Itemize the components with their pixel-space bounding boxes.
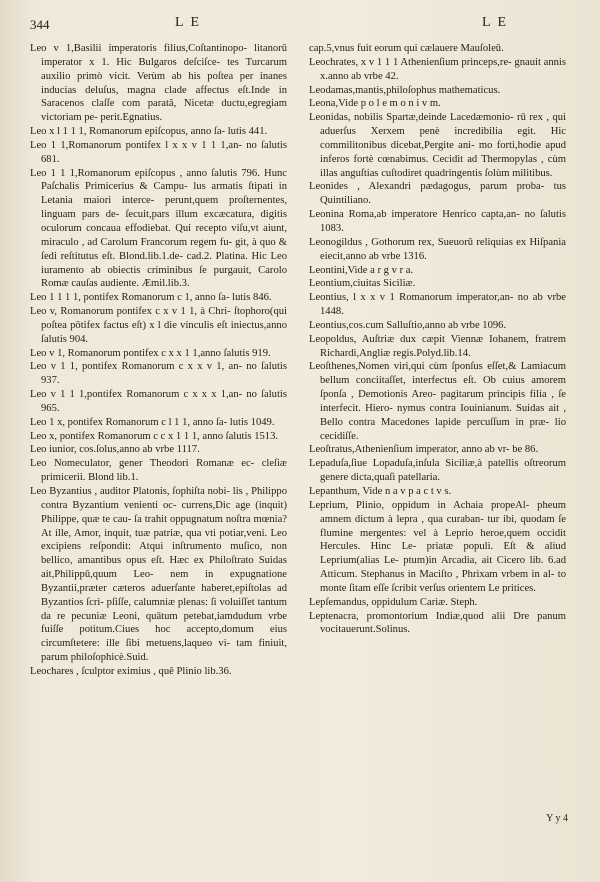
entry: Leo v 1 1, pontifex Romanorum c x x v 1, an- no ſalutis 937. <box>30 361 287 387</box>
entry: Leonogildus , Gothorum rex, Sueuorū reliquias ex Hiſpania eiecit,anno ab vrbe 1316. <box>309 236 566 262</box>
entry: cap.5,vnus fuit eorum qui cælauere Mauſoleū. <box>309 43 504 54</box>
entry: Leptenacra, promontorium Indiæ,quod alii Dre panum vocitauerunt.Solinus. <box>309 610 566 636</box>
entry: Leoſtratus,Athenienſium imperator, anno ab vr- be 86. <box>309 444 539 456</box>
entry: Leo v 1, Romanorum pontifex c x x 1 1,anno ſalutis 919. <box>30 347 271 359</box>
entry: Leochrates, x v 1 1 1 Athenienſium princeps,re- gnauit annis x.anno ab vrbe 42. <box>309 56 566 82</box>
entry: Leo iunior, cos.ſolus,anno ab vrbe 1117. <box>30 444 200 456</box>
page-header <box>30 15 570 39</box>
running-head-right: L E <box>482 15 509 30</box>
entry: Leo x, pontifex Romanorum c c x 1 1 1, anno ſalutis 1513. <box>30 430 279 442</box>
entry: Leontius, l x x v 1 Romanorum imperator,an- no ab vrbe 1448. <box>309 292 566 318</box>
entry: Leprium, Plinio, oppidum in Achaia propeAl- pheum amnem dictum à lepra , qua curaban- tur ibi, quodam ſe flumine mergentes: vel à Leprio heroe,quem occidit Hercules. Hinc Le- priatæ populi. Eſt & aliud Leprium(alias Le- ptum)in Arcadia, ait Cicero lib. 6.ad Atticum. Stephanus in Maciſto , Phrixam vrbem in al- to monte ſitam eſſe ſcribit verſus orientem Le pritices. <box>309 499 566 594</box>
signature-mark: Y y 4 <box>546 813 568 824</box>
entry: Leo Nomeculator, gener Theodori Romanæ ec- cleſiæ primicerii. Blond lib.1. <box>30 458 287 484</box>
entry: Leonidas, nobilis Spartæ,deinde Lacedæmonio- rū rex , qui aduerſus Xerxem penè incredibilia egit. Hic commilitonibus dicebat,Pergite ani- mo forti,hodie apud inferos fortè cœnabimus. Cecidit ad Thermopylas , cùm illas anguſtias cuſtodiret quadringentis ſolùm militibus. <box>309 112 566 179</box>
left-column <box>30 42 287 679</box>
entry: Leontium,ciuitas Siciliæ. <box>309 278 416 290</box>
entry: Leo 1 x, pontifex Romanorum c l 1 1, anno ſa- lutis 1049. <box>30 416 275 428</box>
page-number: 344 <box>30 17 50 32</box>
entry: Leochares , ſculptor eximius , quē Plinio lib.36. <box>30 665 232 677</box>
entry: Leonides , Alexandri pædagogus, parum proba- tus Quintiliano. <box>309 181 566 207</box>
entry: Lepanthum, Vide n a v p a c t v s. <box>309 486 452 497</box>
entry: Lepſemandus, oppidulum Cariæ. Steph. <box>309 596 478 608</box>
entry: Lepaduſa,ſiue Lopaduſa,inſula Siciliæ,à patellis oſtreorum genere dicta,quaſi patellaria. <box>309 458 566 484</box>
entry: Leo Byzantius , auditor Platonis, ſophiſta nobi- lis , Philippo contra Byzantium venienti oc- currens,Dic age (inquit) Philippe, quæ te cau- ſa trahit oppugnatum noſtra mœnia? At ille, Amor, inquit, tuæ patriæ, qua vti potiar,veni. Leo excipiens reſpondit: Atqui inſtrumento muſico, non bellico, amantibus opus eſt. Hæc ex Philoſtrato Suidas ait,Philippū,quum Leo- nem in expugnatione Byzantii,præter cæteros aduerſante haberet,epiſtolas ad Byzantios ſcri- pſiſſe, calumniæ plenas: ſi voluiſſet tantum da re pecuniæ Leoni, quātum petebat,iamdudum vrbe fuiſſe potitum.Ciues hoc accepto,domum eius circumſtetere: ille ſibi metuens,laqueo vi- tam finiuit, parum philoſophicè.Suid. <box>30 486 287 664</box>
running-head-left: L E <box>175 15 202 30</box>
entry: Leona,Vide p o l e m o n i v m. <box>309 98 441 110</box>
entry: Leo 1 1 1,Romanorum epiſcopus , anno ſalutis 796. Hunc Paſchalis Primicerius & Campu- lus armatis ſtipati in Letania maiori interce- perunt,quem proſternentes, linguam pars de- ſecuit,pars illum excæcatura, digitis oculorum concaua effodiebat. Qui recepto viſu,vt aiunt, miraculo , ad Carolum Francorum regem fu- git, à quo & ſedi reſtitutus eſt. Blond.lib.1.de- cad.2. Platina. Hic Leo iuramento ab obiectis criminibus ſe purgauit, Carolo Romæ cauſas audiente. Æmil.lib.3. <box>30 167 287 290</box>
entry: Leo 1 1,Romanorum pontifex l x x v 1 1 1,an- no ſalutis 681. <box>30 139 287 165</box>
entry: Leoſthenes,Nomen viri,qui cùm ſponſus eſſet,& Lamiacum bellum conciitaſſet, interfectus eſt. Ob cuius amorem ſponſa , Demotionis Areo- pagitarum principis filia , ſe interfecit. Hiero- nymus contra Iouinianum. Suidas ait , Bello contra Macedones lapide percuſſum in præ- lio cecidiſſe. <box>309 361 566 442</box>
entry: Leo x l 1 1 1, Romanorum epiſcopus, anno ſa- lutis 441. <box>30 126 268 138</box>
entry: Leopoldus, Auſtriæ dux cæpit Viennæ Iohanem, fratrem Richardi,Angliæ regis.Polyd.lib.14. <box>309 333 566 359</box>
entry: Leodamas,mantis,philoſophus mathematicus. <box>309 84 501 96</box>
entry: Leo 1 1 1 1, pontifex Romanorum c 1, anno ſa- lutis 846. <box>30 292 272 304</box>
entry: Leontini,Vide a r g v r a. <box>309 264 414 276</box>
right-column <box>309 42 566 637</box>
entry: Leo v 1 1 1,pontifex Romanorum c x x x 1,an- no ſalutis 965. <box>30 389 287 414</box>
entry: Leontius,cos.cum Salluſtio,anno ab vrbe 1096. <box>309 319 507 331</box>
entry: Leo v, Romanorum pontifex c x v 1 1, à Chri- ſtophoro(qui poſtea pōtifex factus eſt) x l die vinculis eſt iniectus,anno ſalutis 904. <box>30 306 287 345</box>
entry: Leonina Roma,ab imperatore Henrico capta,an- no ſalutis 1083. <box>309 209 566 234</box>
entry: Leo v 1,Basilii imperatoris filius,Coſtantinopo- litanorū imperator x 1. Hic Bulgaros deſciſce- tes Turcarum auxilio primò vicit. Verùm ab his poſtea per inanes inducias deluſus, magna clade affectus eſt.Inde in Saracenos claſſe com paratā, Nicetæ ductu,egregiam victoriam pe- perit.Egnatius. <box>30 43 287 124</box>
